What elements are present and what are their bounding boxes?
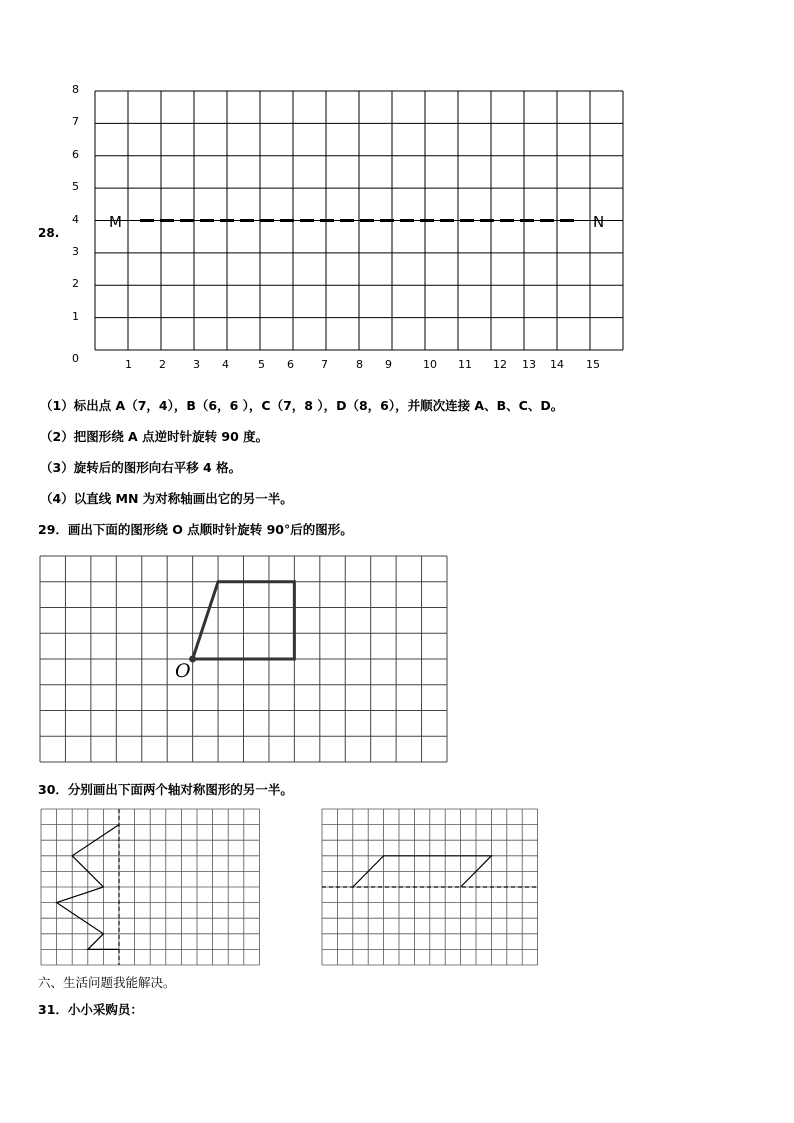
point-m-label: M — [109, 213, 122, 231]
point-o-label: O — [175, 660, 191, 682]
x-tick-label: 13 — [522, 358, 536, 371]
point-n-label: N — [593, 213, 605, 231]
x-tick-label: 1 — [125, 358, 132, 371]
y-tick-label: 6 — [72, 147, 79, 161]
x-tick-label: 12 — [493, 358, 507, 371]
x-tick-label: 4 — [222, 358, 229, 371]
x-tick-label: 8 — [356, 358, 363, 371]
y-tick-label: 1 — [72, 309, 79, 323]
y-tick-label: 5 — [72, 180, 79, 194]
y-tick-label: 8 — [72, 83, 79, 96]
question-29-text: 29．画出下面的图形绕 O 点顺时针旋转 90°后的图形。 — [38, 522, 353, 537]
x-tick-label: 3 — [193, 358, 200, 371]
x-tick-label: 11 — [458, 358, 472, 371]
x-tick-label: 2 — [159, 358, 166, 371]
q28-subquestion-3: （3）旋转后的图形向右平移 4 格。 — [40, 460, 242, 475]
q28-subquestion-1: （1）标出点 A（7，4），B（6，6 ），C（7，8 ），D（8，6），并顺次连接 A、B、C、D。 — [40, 398, 564, 413]
section-6-heading: 六、生活问题我能解决。 — [38, 975, 176, 990]
y-tick-label: 4 — [72, 212, 79, 226]
y-tick-label: 3 — [72, 244, 79, 258]
x-tick-label: 10 — [423, 358, 437, 371]
question-31-text: 31．小小采购员： — [38, 1002, 143, 1017]
y-tick-label: 0 — [72, 352, 79, 365]
x-tick-label: 15 — [586, 358, 600, 371]
x-tick-label: 7 — [321, 358, 328, 371]
q28-subquestion-4: （4）以直线 MN 为对称轴画出它的另一半。 — [40, 491, 293, 506]
x-tick-label: 6 — [287, 358, 294, 371]
x-tick-label: 14 — [550, 358, 564, 371]
question-30-text: 30．分别画出下面两个轴对称图形的另一半。 — [38, 782, 293, 797]
question-number-28: 28. — [38, 226, 60, 240]
x-tick-label: 9 — [385, 358, 392, 371]
x-tick-label: 5 — [258, 358, 265, 371]
y-tick-label: 2 — [72, 277, 79, 291]
q28-subquestion-2: （2）把图形绕 A 点逆时针旋转 90 度。 — [40, 429, 269, 444]
y-tick-label: 7 — [72, 115, 79, 129]
